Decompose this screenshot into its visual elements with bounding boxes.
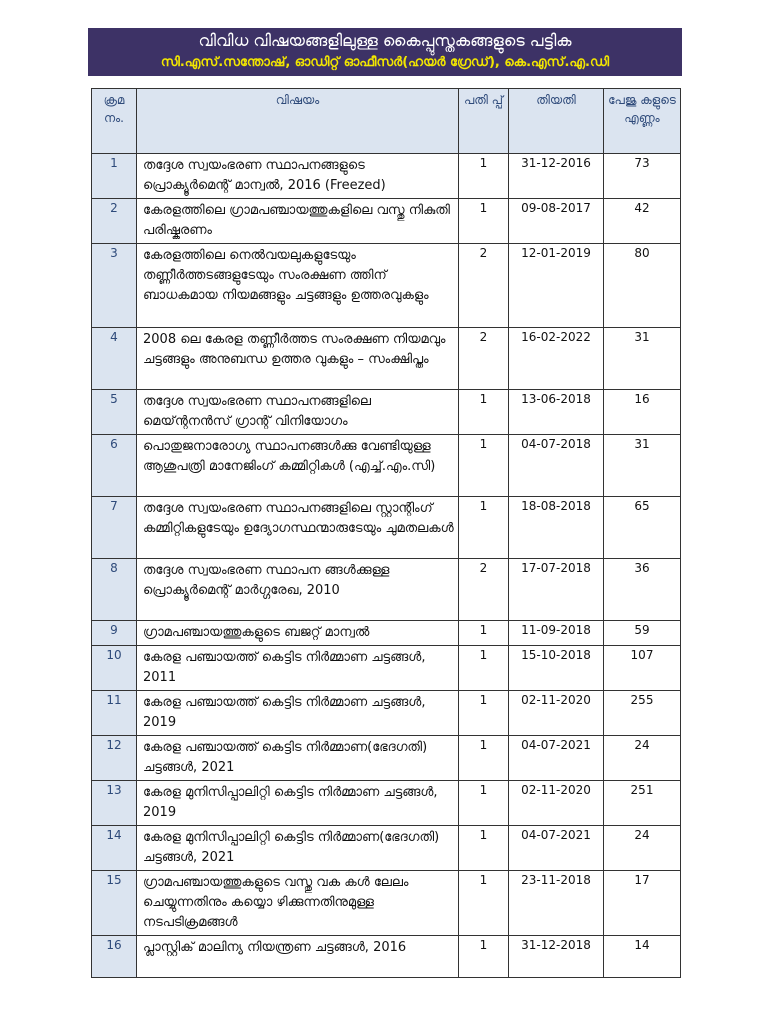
row-date: 17-07-2018	[509, 559, 604, 621]
table-row	[92, 559, 681, 621]
row-date: 31-12-2016	[509, 154, 604, 199]
row-date: 02-11-2020	[509, 781, 604, 826]
row-pages: 73	[604, 154, 681, 199]
row-edition: 1	[459, 871, 509, 936]
author-line: സി.എസ്.സന്തോഷ്, ഓഡിറ്റ് ഓഫീസർ(ഹയർ ഗ്രേഡ്), കെ.എസ്.എ.ഡി	[160, 55, 610, 70]
table-row	[92, 435, 681, 497]
row-serial: 11	[92, 691, 137, 736]
row-date: 04-07-2018	[509, 435, 604, 497]
row-serial: 3	[92, 244, 137, 328]
row-serial: 7	[92, 497, 137, 559]
row-serial: 9	[92, 621, 137, 646]
row-edition: 2	[459, 244, 509, 328]
row-date: 18-08-2018	[509, 497, 604, 559]
row-edition: 2	[459, 328, 509, 390]
row-pages: 31	[604, 328, 681, 390]
row-edition: 1	[459, 691, 509, 736]
title-banner	[88, 28, 682, 76]
row-subject: ഗ്രാമപഞ്ചായത്തുകളുടെ ബജറ്റ് മാന്വൽ	[137, 621, 459, 646]
row-serial: 10	[92, 646, 137, 691]
table-header-row	[92, 89, 681, 154]
table-row	[92, 154, 681, 199]
row-pages: 16	[604, 390, 681, 435]
row-subject: ഗ്രാമപഞ്ചായത്തുകളുടെ വസ്തു വക കൾ ലേലം ചെയ്യുന്നതിനും കയ്യൊ ഴിക്കുന്നതിനുമുള്ള നടപടിക്രമങ്ങൾ	[137, 871, 459, 936]
row-edition: 1	[459, 497, 509, 559]
row-pages: 24	[604, 826, 681, 871]
row-date: 13-06-2018	[509, 390, 604, 435]
table-row	[92, 328, 681, 390]
row-date: 04-07-2021	[509, 826, 604, 871]
row-date: 15-10-2018	[509, 646, 604, 691]
column-header-subject: വിഷയം	[137, 89, 459, 154]
row-subject: കേരളത്തിലെ ഗ്രാമപഞ്ചായത്തുകളിലെ വസ്തു നികുതി പരിഷ്കരണം	[137, 199, 459, 244]
table-row	[92, 871, 681, 936]
row-subject: കേരള പഞ്ചായത്ത് കെട്ടിട നിർമ്മാണ(ഭേദഗതി) ചട്ടങ്ങൾ, 2021	[137, 736, 459, 781]
row-serial: 8	[92, 559, 137, 621]
row-pages: 107	[604, 646, 681, 691]
row-subject: കേരള പഞ്ചായത്ത് കെട്ടിട നിർമ്മാണ ചട്ടങ്ങൾ, 2019	[137, 691, 459, 736]
row-subject: കേരള മുനിസിപ്പാലിറ്റി കെട്ടിട നിർമ്മാണ ചട്ടങ്ങൾ, 2019	[137, 781, 459, 826]
column-header-serial: ക്രമ നം.	[92, 89, 137, 154]
column-header-pages: പേജു കളുടെ എണ്ണം	[604, 89, 681, 154]
row-edition: 1	[459, 936, 509, 978]
row-subject: പൊതുജനാരോഗ്യ സ്ഥാപനങ്ങൾക്കു വേണ്ടിയുള്ള ആശുപത്രി മാനേജിംഗ് കമ്മിറ്റികൾ (എച്ച്.എം.സി)	[137, 435, 459, 497]
table-row	[92, 244, 681, 328]
row-subject: 2008 ലെ കേരള തണ്ണീർത്തട സംരക്ഷണ നിയമവും ചട്ടങ്ങളും അനുബന്ധ ഉത്തര വുകളും – സംക്ഷിപ്തം	[137, 328, 459, 390]
row-pages: 24	[604, 736, 681, 781]
row-date: 02-11-2020	[509, 691, 604, 736]
row-serial: 16	[92, 936, 137, 978]
row-subject: തദ്ദേശ സ്വയംഭരണ സ്ഥാപനങ്ങളിലെ മെയ്ന്റനൻസ് ഗ്രാന്റ് വിനിയോഗം	[137, 390, 459, 435]
row-pages: 80	[604, 244, 681, 328]
row-subject: പ്ലാസ്റ്റിക് മാലിന്യ നിയന്ത്രണ ചട്ടങ്ങൾ, 2016	[137, 936, 459, 978]
row-subject: തദ്ദേശ സ്വയംഭരണ സ്ഥാപന ങ്ങൾക്കുള്ള പ്രൊക്യൂർമെന്റ് മാർഗ്ഗരേഖ, 2010	[137, 559, 459, 621]
table-row	[92, 781, 681, 826]
row-serial: 13	[92, 781, 137, 826]
column-header-date: തിയതി	[509, 89, 604, 154]
row-pages: 14	[604, 936, 681, 978]
row-edition: 1	[459, 435, 509, 497]
table-row	[92, 497, 681, 559]
row-serial: 12	[92, 736, 137, 781]
table-row	[92, 936, 681, 978]
handbook-table	[91, 88, 681, 978]
row-pages: 65	[604, 497, 681, 559]
column-header-edition: പതി പ്പ്	[459, 89, 509, 154]
row-subject: തദ്ദേശ സ്വയംഭരണ സ്ഥാപനങ്ങളിലെ സ്റ്റാന്റിംഗ് കമ്മിറ്റികളുടേയും ഉദ്യോഗസ്ഥന്മാരുടേയും ചുമതലകൾ	[137, 497, 459, 559]
table-row	[92, 199, 681, 244]
table-row	[92, 646, 681, 691]
row-subject: തദ്ദേശ സ്വയംഭരണ സ്ഥാപനങ്ങളുടെ പ്രൊക്യൂർമെന്റ് മാന്വൽ, 2016 (Freezed)	[137, 154, 459, 199]
row-edition: 1	[459, 736, 509, 781]
row-edition: 1	[459, 646, 509, 691]
row-serial: 14	[92, 826, 137, 871]
row-serial: 6	[92, 435, 137, 497]
row-edition: 1	[459, 390, 509, 435]
row-date: 09-08-2017	[509, 199, 604, 244]
row-date: 16-02-2022	[509, 328, 604, 390]
row-subject: കേരള പഞ്ചായത്ത് കെട്ടിട നിർമ്മാണ ചട്ടങ്ങൾ, 2011	[137, 646, 459, 691]
row-subject: കേരള മുനിസിപ്പാലിറ്റി കെട്ടിട നിർമ്മാണ(ഭേദഗതി) ചട്ടങ്ങൾ, 2021	[137, 826, 459, 871]
row-serial: 5	[92, 390, 137, 435]
row-date: 31-12-2018	[509, 936, 604, 978]
row-pages: 42	[604, 199, 681, 244]
row-date: 11-09-2018	[509, 621, 604, 646]
row-edition: 2	[459, 559, 509, 621]
row-edition: 1	[459, 781, 509, 826]
row-date: 23-11-2018	[509, 871, 604, 936]
row-edition: 1	[459, 621, 509, 646]
row-edition: 1	[459, 199, 509, 244]
row-serial: 2	[92, 199, 137, 244]
page-title: വിവിധ വിഷയങ്ങളിലുള്ള കൈപ്പുസ്തകങ്ങളുടെ പട്ടിക	[198, 31, 572, 50]
table-row	[92, 621, 681, 646]
row-edition: 1	[459, 826, 509, 871]
row-pages: 36	[604, 559, 681, 621]
row-pages: 59	[604, 621, 681, 646]
row-serial: 4	[92, 328, 137, 390]
row-pages: 251	[604, 781, 681, 826]
row-pages: 31	[604, 435, 681, 497]
table-row	[92, 736, 681, 781]
table-row	[92, 390, 681, 435]
row-pages: 17	[604, 871, 681, 936]
row-serial: 15	[92, 871, 137, 936]
table-row	[92, 691, 681, 736]
table-row	[92, 826, 681, 871]
row-pages: 255	[604, 691, 681, 736]
row-edition: 1	[459, 154, 509, 199]
row-subject: കേരളത്തിലെ നെൽവയലുകളുടേയും തണ്ണീർത്തടങ്ങളുടേയും സംരക്ഷണ ത്തിന് ബാധകമായ നിയമങ്ങളും ചട്ടങ്ങളും ഉത്തരവുകളും	[137, 244, 459, 328]
row-date: 04-07-2021	[509, 736, 604, 781]
row-serial: 1	[92, 154, 137, 199]
row-date: 12-01-2019	[509, 244, 604, 328]
